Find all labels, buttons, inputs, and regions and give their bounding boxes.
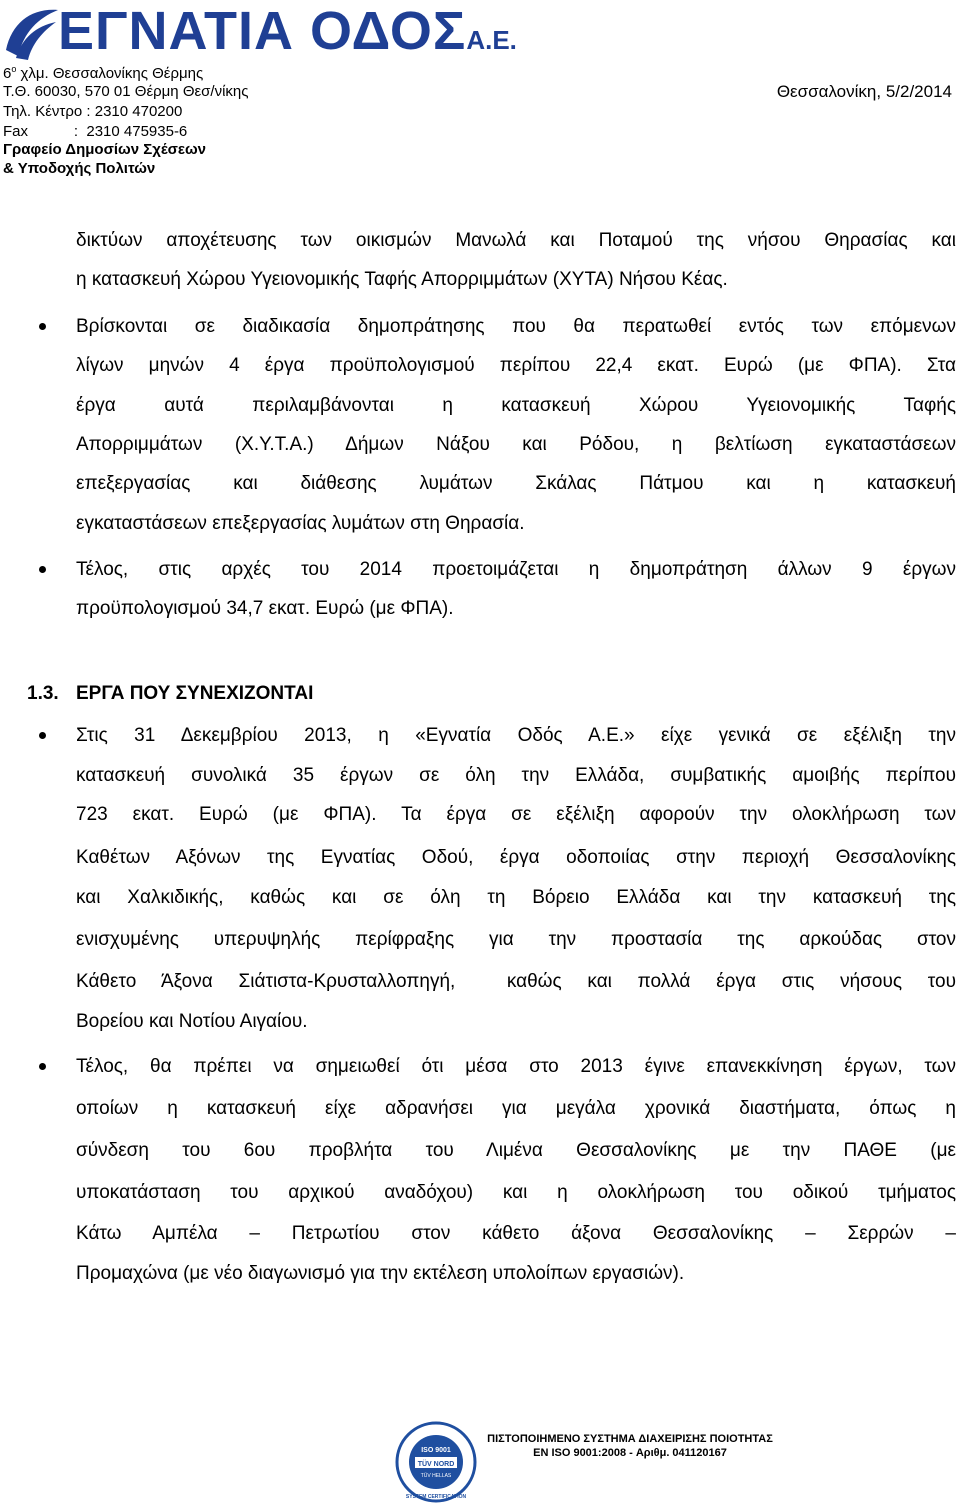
paragraph-line: Βρίσκονται σε διαδικασία δημοπράτησης που θα περατωθεί εντός των επόμενων [76,316,956,337]
paragraph-line: Κάθετο Άξονα Σιάτιστα-Κρυσταλλοπηγή, καθώς και πολλά έργα στις νήσους του [76,971,956,992]
paragraph-line: έργα αυτά περιλαμβάνονται η κατασκευή Χώρου Υγειονομικής Ταφής [76,395,956,416]
paragraph-line: Τέλος, θα πρέπει να σημειωθεί ότι μέσα στο 2013 έγινε επανεκκίνηση έργων, των [76,1056,956,1077]
paragraph-line: 723 εκατ. Ευρώ (με ΦΠΑ). Τα έργα σε εξέλιξη αφορούν την ολοκλήρωση των [76,804,956,825]
paragraph-line: και Χαλκιδικής, καθώς και σε όλη τη Βόρειο Ελλάδα και την κατασκευή της [76,887,956,908]
paragraph-line: Καθέτων Αξόνων της Εγνατίας Οδού, έργα οδοποιίας στην περιοχή Θεσσαλονίκης [76,847,956,868]
logo-name: ΕΓΝΑΤΙΑ ΟΔΟΣ [58,1,467,61]
paragraph-line: επεξεργασίας και διάθεσης λυμάτων Σκάλας Πάτμου και η κατασκευή [76,473,956,494]
paragraph-line: υποκατάσταση του αρχικού αναδόχου) και η ολοκλήρωση του οδικού τμήματος [76,1182,956,1203]
address-superscript: ο [11,64,17,74]
bullet-icon [39,1063,46,1070]
seal-top-text: ISO 9001 [421,1447,451,1454]
certification-title: ΠΙΣΤΟΠΟΙΗΜΕΝΟ ΣΥΣΤΗΜΑ ΔΙΑΧΕΙΡΙΣΗΣ ΠΟΙΟΤΗΤΑΣ [487,1433,773,1445]
paragraph-line: Κάτω Αμπέλα – Πετρωτίου στον κάθετο άξονα Θεσσαλονίκης – Σερρών – [76,1223,956,1244]
paragraph-line: εγκαταστάσεων επεξεργασίας λυμάτων στη Θηρασία. [76,513,525,534]
seal-mid-text: TÜV NORD [417,1461,455,1468]
paragraph-line: οποίων η κατασκευή είχε αδρανήσει για μεγάλα χρονικά διαστήματα, όπως η [76,1098,956,1119]
company-logo [0,0,517,61]
paragraph-line: λίγων μηνών 4 έργα προϋπολογισμού περίπου 22,4 εκατ. Ευρώ (με ΦΠΑ). Στα [76,355,956,376]
address-line-1 [3,60,203,83]
paragraph-line: Βορείου και Νοτίου Αιγαίου. [76,1011,308,1032]
bullet-icon [39,566,46,573]
paragraph-line: Τέλος, στις αρχές του 2014 προετοιμάζεται η δημοπράτηση άλλων 9 έργων [76,559,956,580]
paragraph-line: Απορριμμάτων (Χ.Υ.Τ.Α.) Δήμων Νάξου και Ρόδου, η βελτίωση εγκαταστάσεων [76,434,956,455]
paragraph-line: κατασκευή συνολικά 35 έργων σε όλη την Ελλάδα, συμβατικής αμοιβής περίπου [76,765,956,786]
seal-ring-text: SYSTEM CERTIFICATION [405,1494,467,1500]
section-title: ΕΡΓΑ ΠΟΥ ΣΥΝΕΧΙΖΟΝΤΑΙ [76,683,314,704]
document-date: Θεσσαλονίκη, 5/2/2014 [776,82,952,101]
paragraph-line: Προμαχώνα (με νέο διαγωνισμό για την εκτέλεση υπολοίπων εργασιών). [76,1263,685,1284]
fax-line: Fax : 2310 475935-6 [3,123,188,140]
iso-certification-seal-icon [395,1421,477,1503]
logo-swoosh-icon [2,2,62,62]
certification-number: EN ISO 9001:2008 - Αριθμ. 041120167 [533,1447,727,1459]
department-line-2: & Υποδοχής Πολιτών [3,160,156,177]
logo-suffix: Α.Ε. [466,25,517,55]
address-line-2: Τ.Θ. 60030, 570 01 Θέρμη Θεσ/νίκης [3,83,249,100]
paragraph-line: Στις 31 Δεκεμβρίου 2013, η «Εγνατία Οδός Α.Ε.» είχε γενικά σε εξέλιξη την [76,725,956,746]
section-number: 1.3. [27,683,59,704]
paragraph-line: δικτύων αποχέτευσης των οικισμών Μανωλά και Ποταμού της νήσου Θηρασίας και [76,230,956,251]
address-number: 6 [3,65,12,82]
logo-wordmark [58,2,517,69]
paragraph-line: προϋπολογισμού 34,7 εκατ. Ευρώ (με ΦΠΑ). [76,598,454,619]
department-line-1: Γραφείο Δημοσίων Σχέσεων [3,141,206,158]
paragraph-line: η κατασκευή Χώρου Υγειονομικής Ταφής Απορριμμάτων (ΧΥΤΑ) Νήσου Κέας. [76,269,728,290]
address-street: χλμ. Θεσσαλονίκης Θέρμης [16,65,204,82]
bullet-icon [39,732,46,739]
paragraph-line: σύνδεση του 6ου προβλήτα του Λιμένα Θεσσαλονίκης με την ΠΑΘΕ (με [76,1140,956,1161]
phone-line: Τηλ. Κέντρο : 2310 470200 [3,103,183,120]
seal-small-text: TÜV HELLAS [420,1473,452,1479]
bullet-icon [39,323,46,330]
paragraph-line: ενισχυμένης υπερυψηλής περίφραξης για την προστασία της αρκούδας στον [76,929,956,950]
